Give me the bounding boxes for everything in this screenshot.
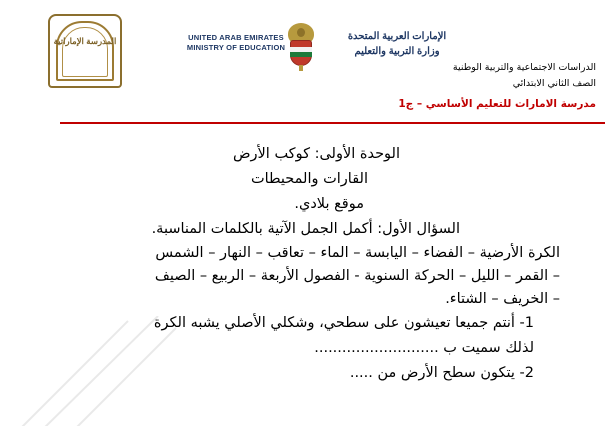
subject-line: الدراسات الاجتماعية والتربية الوطنية [452, 62, 596, 73]
ministry-en-line1: UNITED ARAB EMIRATES [188, 33, 284, 42]
ministry-ar-line2: وزارة التربية والتعليم [354, 46, 440, 57]
document-meta [336, 60, 596, 92]
document-header [0, 0, 608, 118]
document-body [8, 142, 600, 386]
word-bank-line: الكرة الأرضية – الفضاء – اليابسة – الماء – تعاقب – النهار – الشمس [155, 245, 560, 261]
school-logo-icon [48, 14, 122, 88]
word-bank-line: – القمر – الليل – الحركة السنوية - الفصول الأربعة – الربيع – الصيف [154, 268, 560, 284]
question-heading: السؤال الأول: أكمل الجمل الآتية بالكلمات المناسبة. [151, 221, 460, 237]
ministry-en-line2: MINISTRY OF EDUCATION [186, 43, 286, 52]
shield-green-band [290, 52, 312, 57]
uae-falcon-emblem-icon [284, 23, 318, 71]
class-line: الصف الثاني الابتدائي [512, 78, 596, 89]
body-line: الوحدة الأولى: كوكب الأرض [233, 146, 400, 162]
exercise-item: 1- أنتم جميعا تعيشون على سطحي، وشكلي الأصلي يشبه الكرة [153, 315, 534, 331]
logo-inner-arch-shape [62, 27, 108, 77]
school-name-title: مدرسة الامارات للتعليم الأساسي – ج1 [398, 98, 596, 110]
body-line: موقع بلادي. [294, 196, 364, 212]
emblem-base [299, 65, 303, 71]
exercise-item: 2- يتكون سطح الأرض من ..... [349, 365, 534, 381]
body-line: القارات والمحيطات [250, 171, 368, 187]
exercise-item-blank: لذلك سميت ب ........................... [314, 340, 534, 356]
school-logo-label: المدرسة الإماراتية [53, 36, 117, 46]
ministry-arabic-name [322, 29, 472, 59]
ministry-ar-line1: الإمارات العربية المتحدة [347, 31, 447, 42]
header-divider [60, 122, 605, 124]
word-bank-line: – الخريف – الشتاء. [445, 291, 560, 307]
